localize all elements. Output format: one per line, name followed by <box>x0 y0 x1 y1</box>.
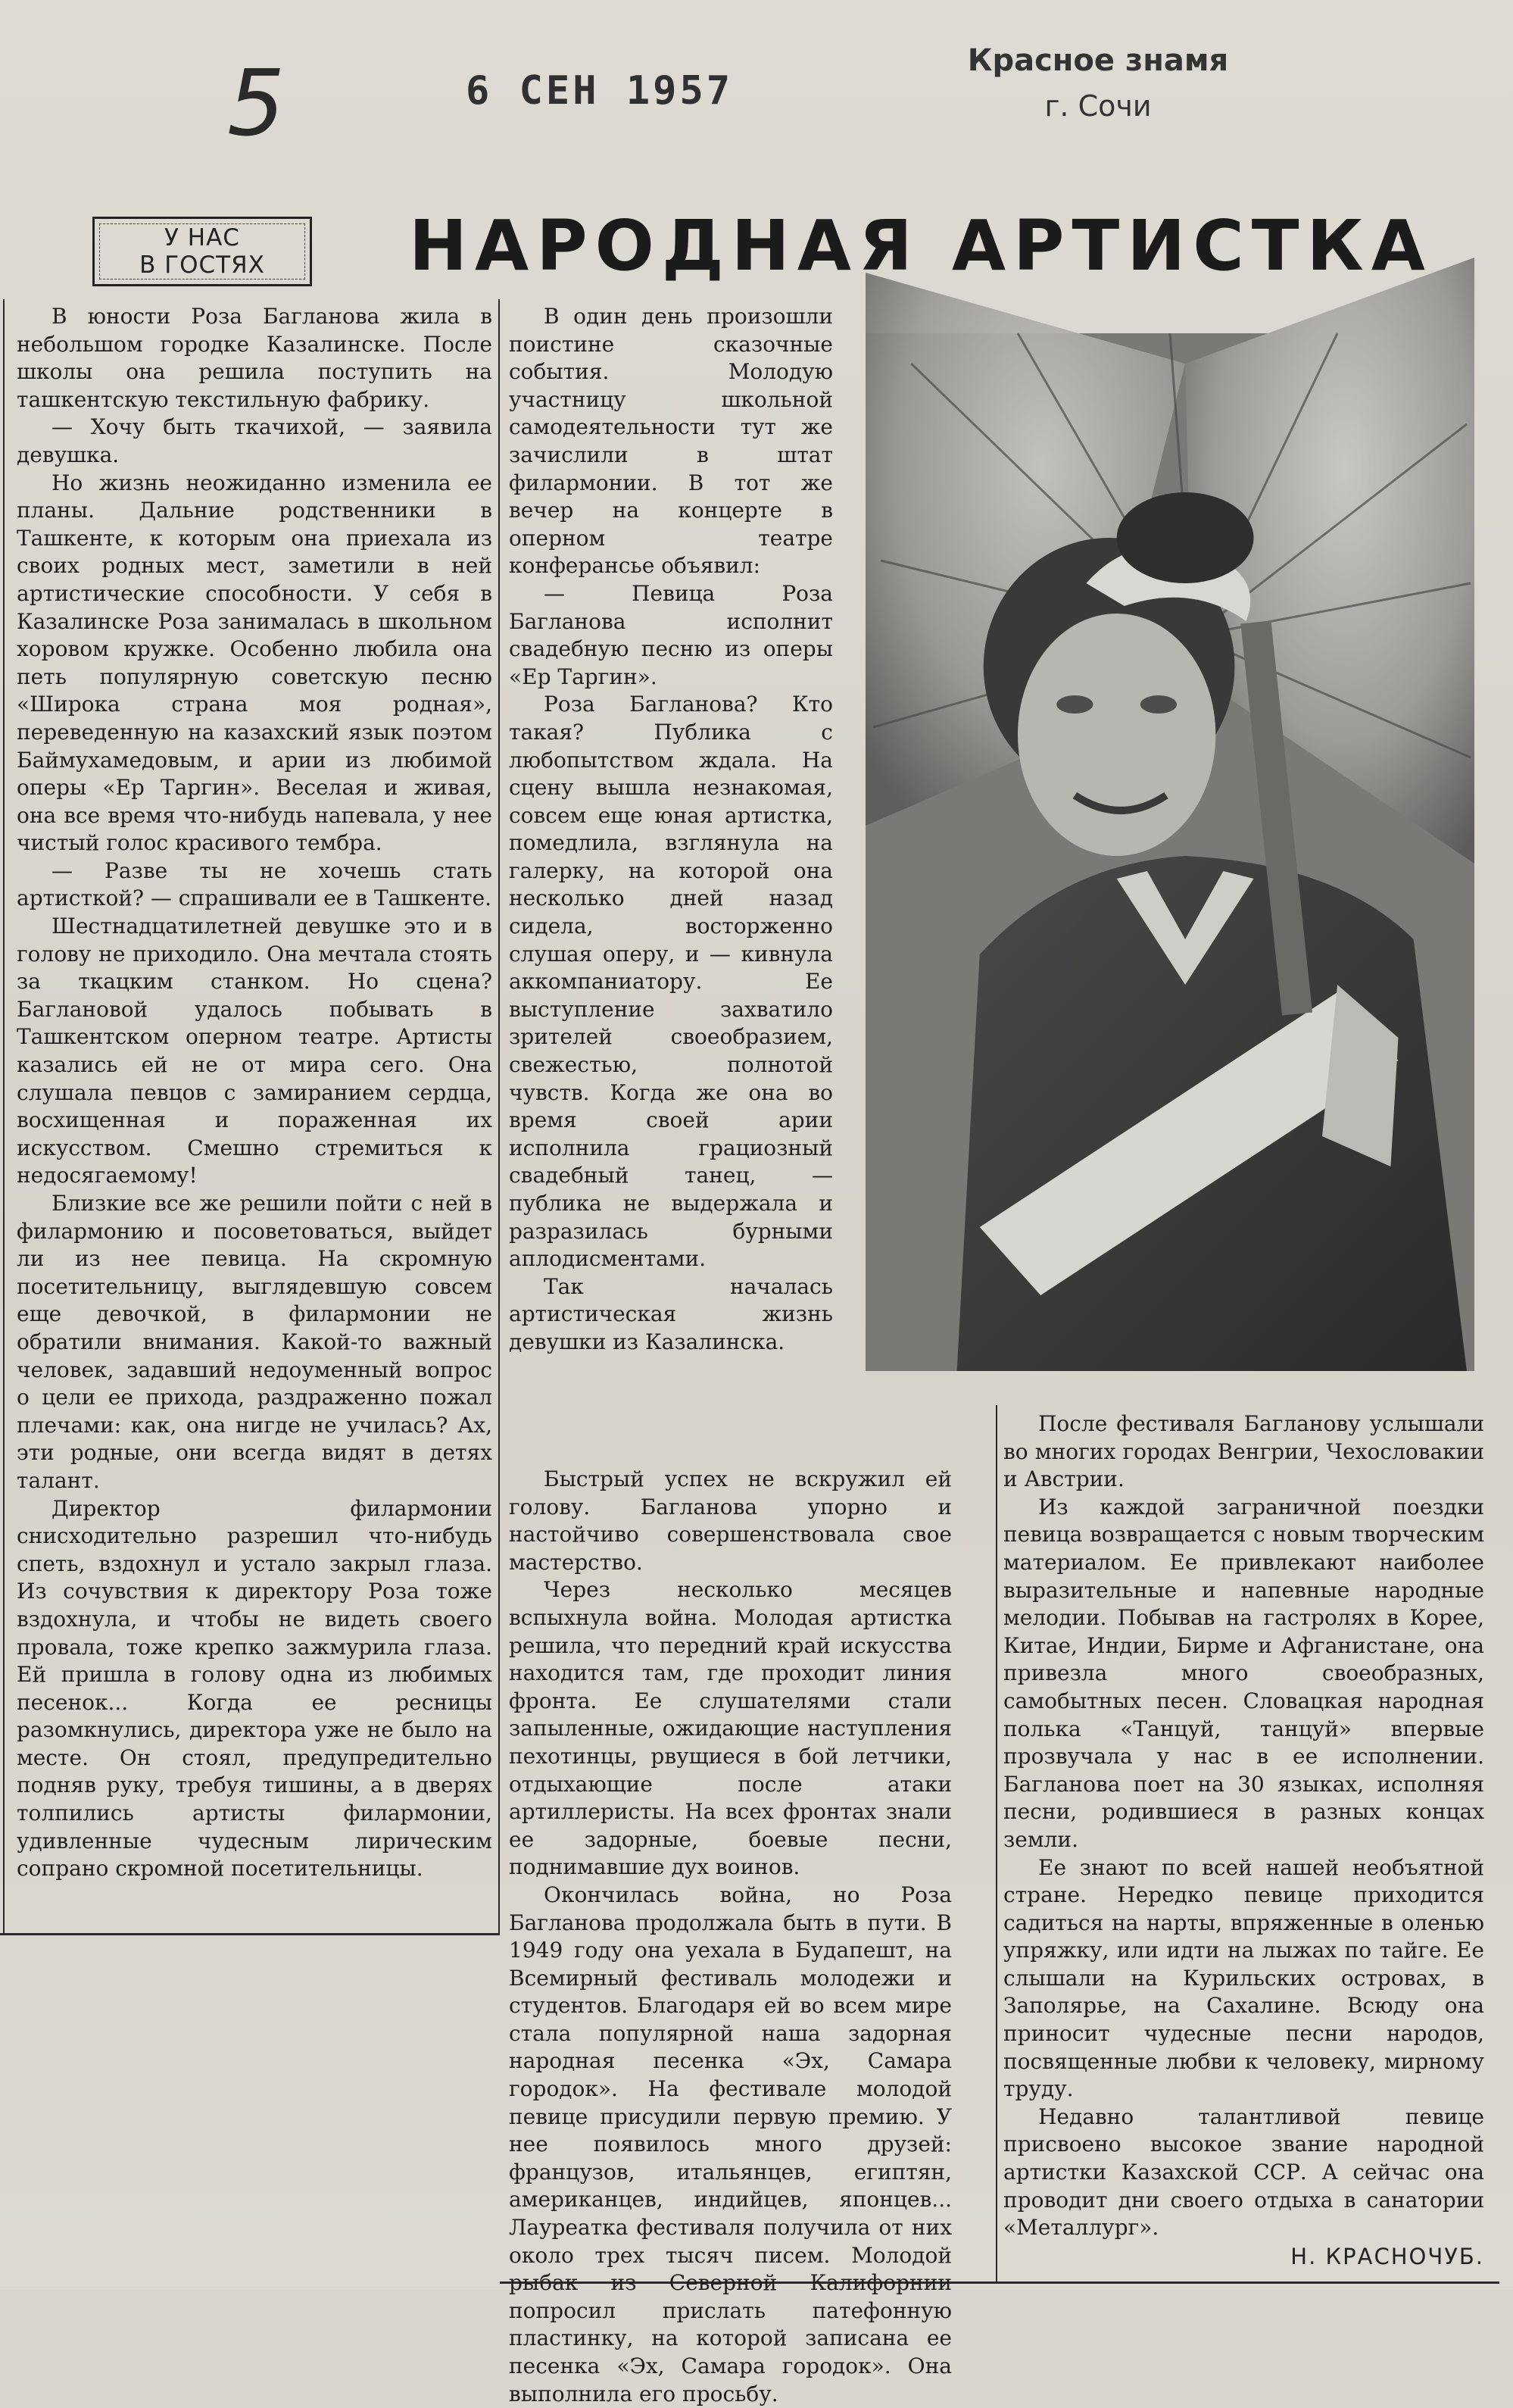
paragraph: Недавно талантливой певице присвоено высокое звание народной артистки Казахской ССР. А сейчас она проводит дни своего отдыха в санатории «Металлург». <box>1003 2103 1484 2241</box>
handwritten-number: 5 <box>227 52 285 157</box>
city-stamp: г. Сочи <box>1044 89 1152 123</box>
paragraph: Близкие все же решили пойти с ней в филармонию и посоветоваться, выйдет ли из нее певица. На скромную посетительницу, выглядевшую совсем еще девочкой, в филармонии не обратили внимания. Какой-то важный человек, задавший недоуменный вопрос о цели ее прихода, раздраженно пожал плечами: как, она нигде не училась? Ах, эти родные, они всегда видят в детях талант. <box>17 1191 492 1493</box>
paragraph: После фестиваля Багланову услышали во многих городах Венгрии, Чехословакии и Австрии. <box>1003 1411 1484 1492</box>
rubric-line-1: У НАС <box>164 224 240 251</box>
article-column-4 <box>1003 1410 1484 2266</box>
article-headline: НАРОДНАЯ АРТИСТКА <box>409 205 1433 286</box>
paragraph: Из каждой заграничной поездки певица возвращается с новым творческим материалом. Ее привлекают наиболее выразительные и напевные народные мелодии. Побывав на гастролях в Корее, Китае, Индии, Бирме и Афганистане, она привезла много своеобразных, самобытных песен. Словацкая народная полька «Танцуй, танцуй» впервые прозвучала у нас в ее исполнении. Багланова поет на 30 языках, исполняя песни, родившиеся в разных концах земли. <box>1003 1494 1484 1852</box>
column-divider <box>996 1405 997 2284</box>
paragraph: Через несколько месяцев вспыхнула война. Молодая артистка решила, что передний край искусства находится там, где проходит линия фронта. Ее слушателями стали запыленные, ожидающие наступления пехотинцы, рвущиеся в бой летчики, отдыхающие после атаки артиллеристы. На всех фронтах знали ее задорные, боевые песни, поднимавшие дух воинов. <box>509 1577 952 1880</box>
article-column-1 <box>17 303 492 1920</box>
paragraph: Быстрый успех не вскружил ей голову. Багланова упорно и настойчиво совершенствовала свое мастерство. <box>509 1466 952 1575</box>
paragraph: В один день произошли поистине сказочные события. Молодую участницу школьной самодеятельности тут же зачислили в штат филармонии. В тот же вечер на концерте в оперном театре конферансье объявил: <box>509 304 833 579</box>
paragraph: — Разве ты не хочешь стать артисткой? — спрашивали ее в Ташкенте. <box>17 857 492 911</box>
author-signature: Н. КРАСНОЧУБ. <box>1290 2244 1484 2269</box>
paragraph: — Хочу быть ткачихой, — заявила девушка. <box>17 414 492 467</box>
paragraph: Но жизнь неожиданно изменила ее планы. Дальние родственники в Ташкенте, к которым она приехала из своих родных мест, заметили в ней артистические способности. У себя в Казалинске Роза занималась в школьном хоровом кружке. Особенно любила она петь популярную советскую песню «Широка страна моя родная», переведенную на казахский язык поэтом Баймухамедовым, и арии из любимой оперы «Ер Таргин». Веселая и живая, она все время что-нибудь напевала, у нее чистый голос красивого тембра. <box>17 470 492 856</box>
article-column-2 <box>509 303 833 1416</box>
rubric-box <box>92 217 312 286</box>
newspaper-name-stamp: Красное знамя <box>967 43 1229 78</box>
paragraph: Так началась артистическая жизнь девушки из Казалинска. <box>509 1273 833 1354</box>
rubric-line-2: В ГОСТЯХ <box>139 251 265 279</box>
paragraph: — Певица Роза Багланова исполнит свадебную песню из оперы «Ер Таргин». <box>509 580 833 689</box>
column-divider <box>3 299 5 1935</box>
article-column-3 <box>509 1466 952 2406</box>
bottom-rule <box>0 1933 500 1935</box>
paragraph: Роза Багланова? Кто такая? Публика с любопытством ждала. На сцену вышла незнакомая, совсем еще юная артистка, помедлила, взглянула на галерку, на которой она несколько дней назад сидела, восторженно слушая оперу, и — кивнула аккомпаниатору. Ее выступление захватило зрителей своеобразием, свежестью, полнотой чувств. Когда же она во время своей арии исполнила грациозный свадебный танец, — публика не выдержала и разразилась бурными аплодисментами. <box>509 692 833 1272</box>
paragraph: Окончилась война, но Роза Багланова продолжала быть в пути. В 1949 году она уехала в Будапешт, на Всемирный фестиваль молодежи и студентов. Благодаря ей во всем мире стала популярной наша задорная народная песенка «Эх, Самара городок». На фестивале молодой певице присудили первую премию. У нее появилось много друзей: французов, итальянцев, египтян, американцев, индийцев, японцев... Лауреатка фестиваля получила от них около трех тысяч писем. Молодой рыбак из Северной Калифорнии попросил прислать патефонную пластинку, на которой записана ее песенка «Эх, Самара городок». Она выполнила его просьбу. <box>509 1882 952 2406</box>
singer-photo-illustration <box>866 333 1474 1371</box>
paragraph: В юности Роза Багланова жила в небольшом городке Казалинске. После школы она решила поступить на ташкентскую текстильную фабрику. <box>17 304 492 412</box>
paragraph: Ее знают по всей нашей необъятной стране. Нередко певице приходится садиться на нарты, впряженные в оленью упряжку, или идти на лыжах по тайге. Ее слышали на Курильских островах, в Заполярье, на Сахалине. Всюду она приносит чудесные песни народов, посвященные любви к человеку, мирному труду. <box>1003 1854 1484 2102</box>
column-divider <box>498 299 500 1935</box>
date-stamp: 6 СЕН 1957 <box>466 68 734 114</box>
singer-photo <box>866 333 1474 1371</box>
paragraph: Шестнадцатилетней девушке это и в голову не приходило. Она мечтала стоять за ткацким станком. Но сцена? Баглановой удалось побывать в Ташкентском оперном театре. Артисты казались ей не от мира сего. Она слушала певцов с замиранием сердца, восхищенная и пораженная их искусством. Смешно стремиться к недосягаемому! <box>17 914 492 1188</box>
paragraph: Директор филармонии снисходительно разрешил что-нибудь спеть, вздохнул и устало закрыл глаза. Из сочувствия к директору Роза тоже вздохнула, и чтобы не видеть своего провала, тоже крепко зажмурила глаза. Ей пришла в голову одна из любимых песенок... Когда ее ресницы разомкнулись, директора уже не было на месте. Он стоял, предупредительно подняв руку, требуя тишины, а в дверях толпились артисты филармонии, удивленные чудесным лирическим сопрано скромной посетительницы. <box>17 1495 492 1882</box>
